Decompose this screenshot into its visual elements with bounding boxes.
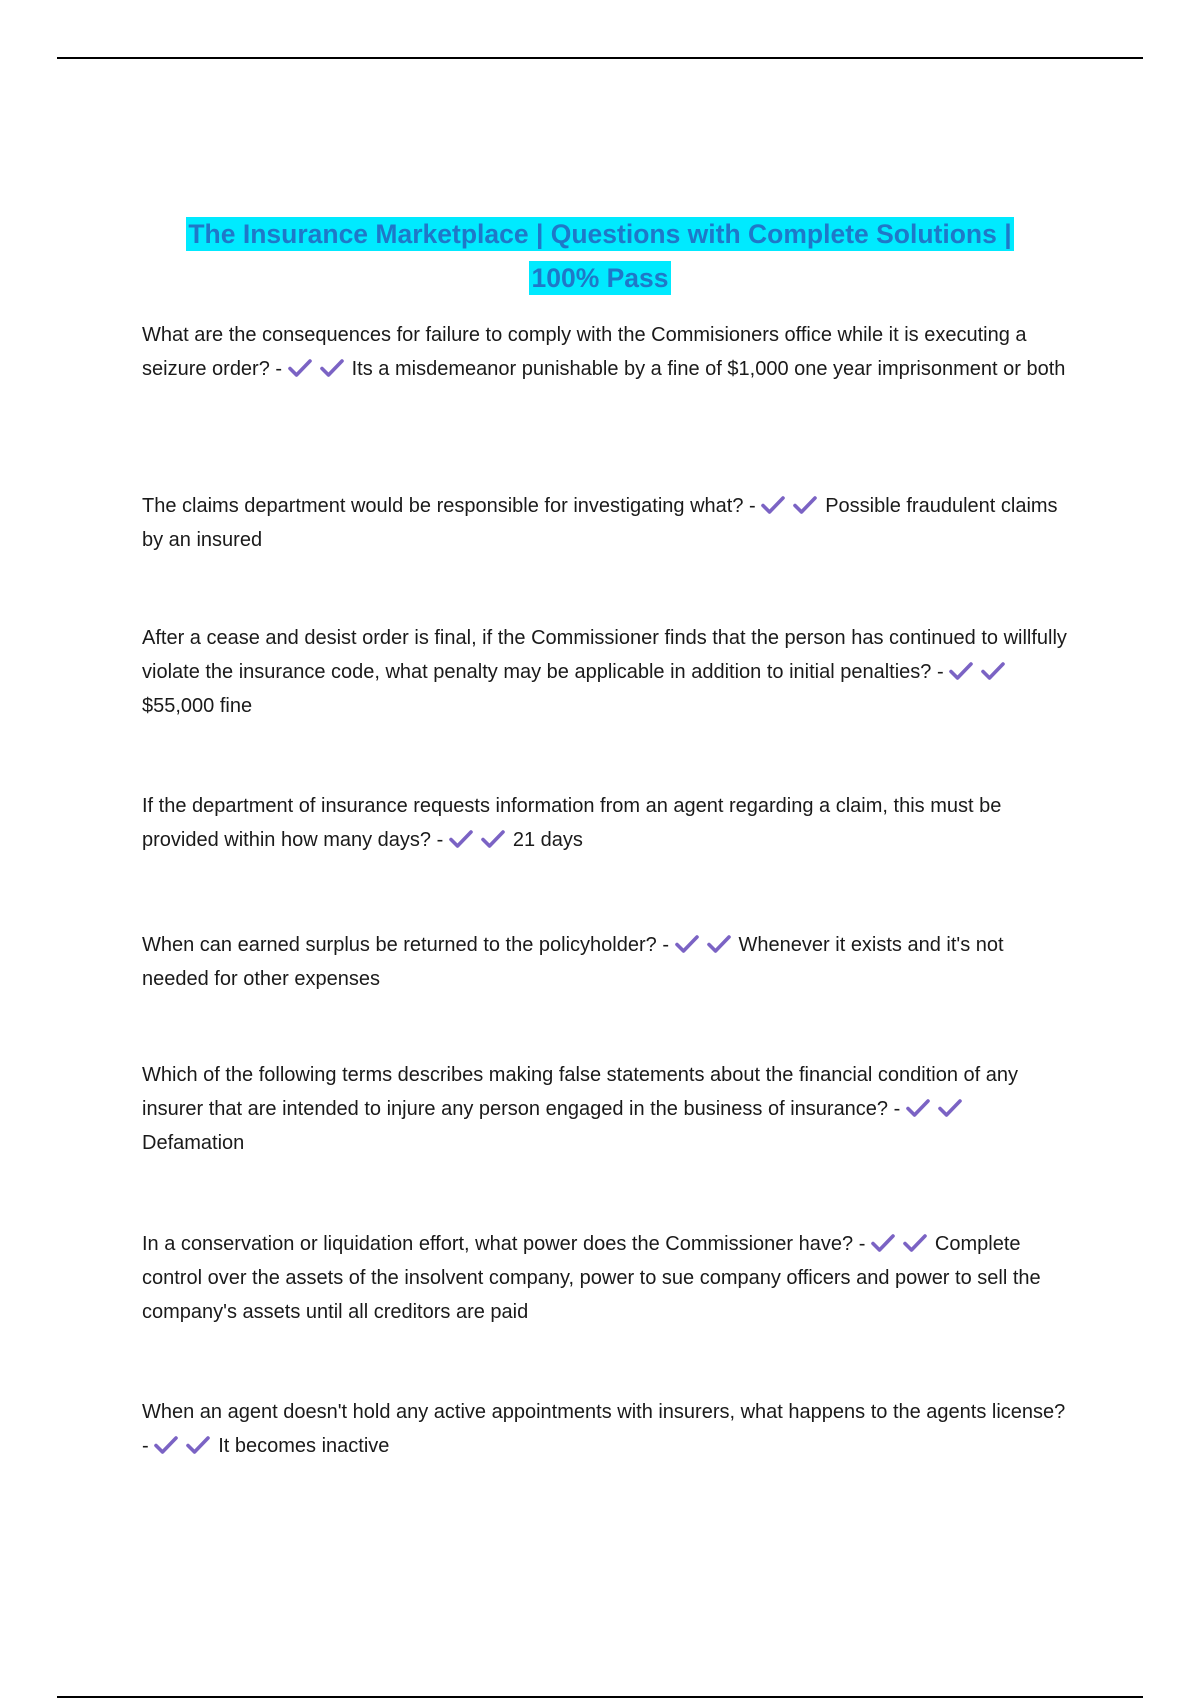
question-text: Which of the following terms describes making false statements about the financial condition of any insurer that are intended to injure any person engaged in the business of insurance? - <box>142 1064 1019 1120</box>
check-icon <box>154 1435 178 1455</box>
qa-item <box>142 1395 1072 1463</box>
answer-text: Complete control over the assets of the insolvent company, power to sue company officers and power to sell the company's assets until all creditors are paid <box>142 1233 1041 1323</box>
check-icon <box>186 1435 210 1455</box>
question-text: If the department of insurance requests information from an agent regarding a claim, this must be provided within how many days? - <box>142 795 1002 851</box>
check-icon <box>707 934 731 954</box>
answer-text: 21 days <box>512 829 583 851</box>
question-text: When an agent doesn't hold any active appointments with insurers, what happens to the agents license? - <box>142 1401 1066 1457</box>
qa-item <box>142 789 1072 857</box>
check-icon <box>761 495 785 515</box>
check-icon <box>675 934 699 954</box>
question-text: What are the consequences for failure to comply with the Commisioners office while it is executing a seizure order? - <box>142 324 1027 380</box>
document-title <box>140 212 1060 300</box>
check-icon <box>449 829 473 849</box>
check-icon <box>481 829 505 849</box>
qa-item <box>142 489 1072 557</box>
check-icon <box>288 358 312 378</box>
answer-text: It becomes inactive <box>218 1435 390 1457</box>
qa-item <box>142 621 1072 723</box>
check-icon <box>903 1233 927 1253</box>
question-text: After a cease and desist order is final, if the Commissioner finds that the person has continued to willfully violate the insurance code, what penalty may be applicable in addition to initial penalties? - <box>142 627 1067 683</box>
title-line-1: The Insurance Marketplace | Questions with Complete Solutions | <box>188 219 1012 249</box>
check-icon <box>938 1098 962 1118</box>
check-icon <box>793 495 817 515</box>
title-line-2: 100% Pass <box>531 263 669 293</box>
check-icon <box>871 1233 895 1253</box>
qa-item <box>142 318 1072 386</box>
question-text: In a conservation or liquidation effort, what power does the Commissioner have? - <box>142 1233 866 1255</box>
check-icon <box>981 661 1005 681</box>
footer-rule <box>57 1696 1143 1698</box>
qa-item <box>142 928 1072 996</box>
answer-text: Its a misdemeanor punishable by a fine of $1,000 one year imprisonment or both <box>351 358 1066 380</box>
answer-text: Possible fraudulent claims by an insured <box>142 495 1058 551</box>
qa-item <box>142 1227 1072 1329</box>
question-text: When can earned surplus be returned to the policyholder? - <box>142 934 669 956</box>
question-text: The claims department would be responsible for investigating what? - <box>142 495 756 517</box>
check-icon <box>949 661 973 681</box>
answer-text: $55,000 fine <box>142 695 253 717</box>
header-rule <box>57 57 1143 59</box>
check-icon <box>906 1098 930 1118</box>
check-icon <box>320 358 344 378</box>
qa-item <box>142 1058 1072 1160</box>
answer-text: Whenever it exists and it's not needed for other expenses <box>142 934 1004 990</box>
answer-text: Defamation <box>142 1132 245 1154</box>
